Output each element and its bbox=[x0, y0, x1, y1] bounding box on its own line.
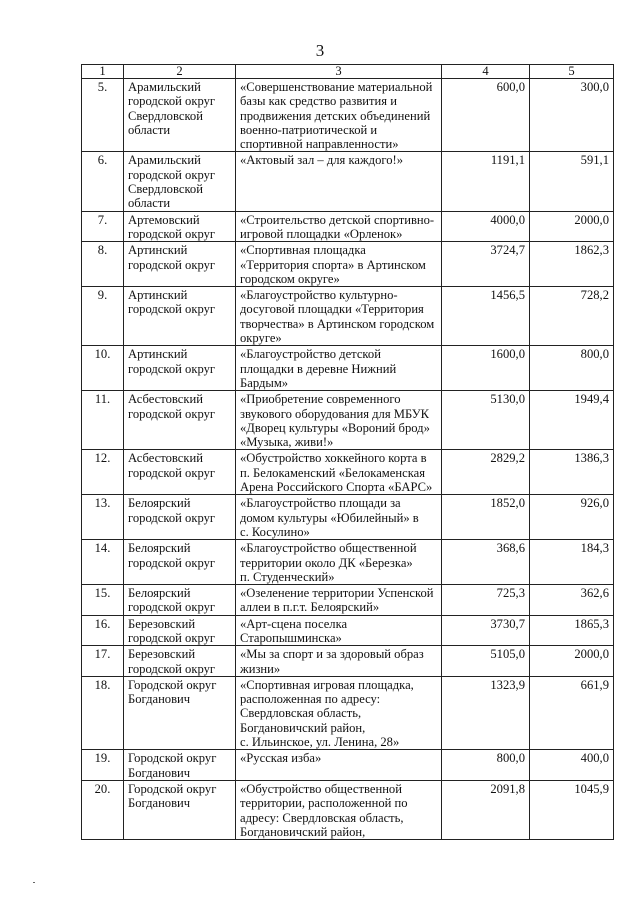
table-row bbox=[82, 152, 614, 211]
municipality-cell: Асбестовский городской округ bbox=[124, 391, 236, 450]
page-number: 3 bbox=[315, 41, 325, 60]
table-row bbox=[82, 646, 614, 677]
municipality-cell: Арамильский городской округ Свердловской области bbox=[124, 152, 236, 211]
municipality-cell: Белоярский городской округ bbox=[124, 585, 236, 616]
column-4-value-cell: 4000,0 bbox=[442, 211, 530, 242]
column-4-value-cell: 5105,0 bbox=[442, 646, 530, 677]
municipality-cell: Артемовский городской округ bbox=[124, 211, 236, 242]
table-row bbox=[82, 287, 614, 346]
column-5-value-cell: 1949,4 bbox=[530, 391, 614, 450]
project-name-cell: «Обустройство общественной территории, расположенной по адресу: Свердловская область, Богдановичский район, bbox=[236, 780, 442, 839]
table-row bbox=[82, 615, 614, 646]
row-number-cell: 11. bbox=[82, 391, 124, 450]
project-name-cell: «Благоустройство общественной территории около ДК «Березка» п. Студенческий» bbox=[236, 540, 442, 585]
scan-speck bbox=[33, 882, 35, 883]
municipality-cell: Городской округ Богданович bbox=[124, 780, 236, 839]
column-5-value-cell: 1865,3 bbox=[530, 615, 614, 646]
column-5-value-cell: 300,0 bbox=[530, 79, 614, 152]
column-4-value-cell: 600,0 bbox=[442, 79, 530, 152]
column-4-value-cell: 1600,0 bbox=[442, 346, 530, 391]
row-number-cell: 8. bbox=[82, 242, 124, 287]
column-5-value-cell: 926,0 bbox=[530, 495, 614, 540]
column-4-value-cell: 1191,1 bbox=[442, 152, 530, 211]
column-4-value-cell: 800,0 bbox=[442, 750, 530, 781]
column-4-value-cell: 5130,0 bbox=[442, 391, 530, 450]
municipality-cell: Белоярский городской округ bbox=[124, 495, 236, 540]
row-number-cell: 19. bbox=[82, 750, 124, 781]
municipality-cell: Артинский городской округ bbox=[124, 346, 236, 391]
project-name-cell: «Актовый зал – для каждого!» bbox=[236, 152, 442, 211]
table-row bbox=[82, 676, 614, 749]
column-4-value-cell: 725,3 bbox=[442, 585, 530, 616]
table-row bbox=[82, 585, 614, 616]
row-number-cell: 12. bbox=[82, 450, 124, 495]
row-number-cell: 6. bbox=[82, 152, 124, 211]
table-row bbox=[82, 79, 614, 152]
municipality-cell: Белоярский городской округ bbox=[124, 540, 236, 585]
column-5-value-cell: 184,3 bbox=[530, 540, 614, 585]
table-row bbox=[82, 540, 614, 585]
table-row bbox=[82, 450, 614, 495]
row-number-cell: 20. bbox=[82, 780, 124, 839]
row-number-cell: 10. bbox=[82, 346, 124, 391]
column-4-value-cell: 3730,7 bbox=[442, 615, 530, 646]
project-name-cell: «Приобретение современного звукового оборудования для МБУК «Дворец культуры «Вороний брод» «Музыка, живи!» bbox=[236, 391, 442, 450]
column-number-3: 3 bbox=[236, 65, 442, 79]
row-number-cell: 17. bbox=[82, 646, 124, 677]
table-row bbox=[82, 391, 614, 450]
project-name-cell: «Обустройство хоккейного корта в п. Белокаменский «Белокаменская Арена Российского Спорта «БАРС» bbox=[236, 450, 442, 495]
column-4-value-cell: 1852,0 bbox=[442, 495, 530, 540]
column-5-value-cell: 1862,3 bbox=[530, 242, 614, 287]
table-row bbox=[82, 780, 614, 839]
municipality-cell: Березовский городской округ bbox=[124, 615, 236, 646]
row-number-cell: 15. bbox=[82, 585, 124, 616]
column-4-value-cell: 1323,9 bbox=[442, 676, 530, 749]
column-5-value-cell: 661,9 bbox=[530, 676, 614, 749]
column-4-value-cell: 368,6 bbox=[442, 540, 530, 585]
column-number-5: 5 bbox=[530, 65, 614, 79]
column-5-value-cell: 2000,0 bbox=[530, 211, 614, 242]
column-5-value-cell: 2000,0 bbox=[530, 646, 614, 677]
column-4-value-cell: 2091,8 bbox=[442, 780, 530, 839]
column-4-value-cell: 3724,7 bbox=[442, 242, 530, 287]
table-row bbox=[82, 750, 614, 781]
municipality-cell: Артинский городской округ bbox=[124, 287, 236, 346]
project-name-cell: «Благоустройство площади за домом культуры «Юбилейный» в с. Косулино» bbox=[236, 495, 442, 540]
project-name-cell: «Строительство детской спортивно- игровой площадки «Орленок» bbox=[236, 211, 442, 242]
column-number-header-row bbox=[82, 65, 614, 79]
column-5-value-cell: 362,6 bbox=[530, 585, 614, 616]
column-number-4: 4 bbox=[442, 65, 530, 79]
table-row bbox=[82, 211, 614, 242]
row-number-cell: 18. bbox=[82, 676, 124, 749]
project-name-cell: «Русская изба» bbox=[236, 750, 442, 781]
column-5-value-cell: 800,0 bbox=[530, 346, 614, 391]
table-row bbox=[82, 242, 614, 287]
column-4-value-cell: 2829,2 bbox=[442, 450, 530, 495]
project-name-cell: «Совершенствование материальной базы как средство развития и продвижения детских объединений военно-патриотической и спортивной направленности» bbox=[236, 79, 442, 152]
row-number-cell: 16. bbox=[82, 615, 124, 646]
table-row bbox=[82, 346, 614, 391]
municipality-cell: Артинский городской округ bbox=[124, 242, 236, 287]
column-5-value-cell: 1045,9 bbox=[530, 780, 614, 839]
column-5-value-cell: 728,2 bbox=[530, 287, 614, 346]
project-name-cell: «Спортивная игровая площадка, расположенная по адресу: Свердловская область, Богдановичский район, с. Ильинское, ул. Ленина, 28» bbox=[236, 676, 442, 749]
column-number-1: 1 bbox=[82, 65, 124, 79]
column-5-value-cell: 400,0 bbox=[530, 750, 614, 781]
column-number-2: 2 bbox=[124, 65, 236, 79]
project-name-cell: «Озеленение территории Успенской аллеи в п.г.т. Белоярский» bbox=[236, 585, 442, 616]
row-number-cell: 14. bbox=[82, 540, 124, 585]
project-name-cell: «Мы за спорт и за здоровый образ жизни» bbox=[236, 646, 442, 677]
project-name-cell: «Благоустройство детской площадки в деревне Нижний Бардым» bbox=[236, 346, 442, 391]
row-number-cell: 5. bbox=[82, 79, 124, 152]
municipality-cell: Городской округ Богданович bbox=[124, 750, 236, 781]
row-number-cell: 13. bbox=[82, 495, 124, 540]
column-5-value-cell: 591,1 bbox=[530, 152, 614, 211]
column-5-value-cell: 1386,3 bbox=[530, 450, 614, 495]
projects-table bbox=[81, 64, 614, 840]
municipality-cell: Березовский городской округ bbox=[124, 646, 236, 677]
project-name-cell: «Благоустройство культурно- досуговой площадки «Территория творчества» в Артинском городском округе» bbox=[236, 287, 442, 346]
project-name-cell: «Спортивная площадка «Территория спорта» в Артинском городском округе» bbox=[236, 242, 442, 287]
row-number-cell: 9. bbox=[82, 287, 124, 346]
municipality-cell: Арамильский городской округ Свердловской области bbox=[124, 79, 236, 152]
table-row bbox=[82, 495, 614, 540]
column-4-value-cell: 1456,5 bbox=[442, 287, 530, 346]
row-number-cell: 7. bbox=[82, 211, 124, 242]
municipality-cell: Асбестовский городской округ bbox=[124, 450, 236, 495]
project-name-cell: «Арт-сцена поселка Старопышминска» bbox=[236, 615, 442, 646]
municipality-cell: Городской округ Богданович bbox=[124, 676, 236, 749]
